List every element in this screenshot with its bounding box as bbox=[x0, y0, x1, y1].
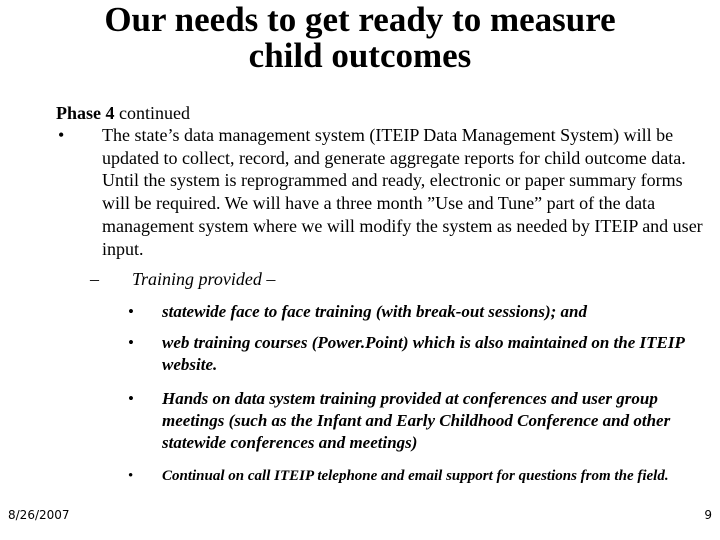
bullet-mark: • bbox=[58, 125, 65, 145]
slide-title bbox=[0, 2, 720, 74]
training-heading-text: Training provided – bbox=[132, 269, 276, 289]
sub-bullet-text: statewide face to face training (with break-out sessions); and bbox=[162, 302, 587, 321]
sub-bullet-text: Continual on call ITEIP telephone and email support for questions from the field. bbox=[162, 468, 669, 484]
slide-title-line1: Our needs to get ready to measure bbox=[104, 0, 616, 39]
phase-heading bbox=[56, 102, 190, 124]
phase-label: Phase 4 bbox=[56, 103, 115, 123]
slide-title-line2: child outcomes bbox=[248, 36, 472, 75]
bullet-mark: • bbox=[128, 302, 134, 321]
bullet-mark: • bbox=[128, 468, 134, 484]
dash-mark: – bbox=[90, 269, 99, 289]
footer-date: 8/26/2007 bbox=[8, 508, 70, 522]
bullet-mark: • bbox=[128, 333, 134, 352]
main-bullet-text: The state’s data management system (ITEIP Data Management System) will be updated to collect, record, and generate aggregate reports for child outcome data. Until the system is reprogrammed and ready, electronic or paper summary forms will be required. We will have a three month ”Use and Tune” part of the data management system where we will modify the system as needed by ITEIP and user input. bbox=[102, 125, 703, 259]
sub-bullet-text: Hands on data system training provided at conferences and user group meetings (such as the Infant and Early Childhood Conference and other statewide conferences and meetings) bbox=[162, 389, 671, 452]
phase-continued: continued bbox=[114, 103, 190, 123]
bullet-mark: • bbox=[128, 389, 134, 408]
sub-bullet-text: web training courses (Power.Point) which is also maintained on the ITEIP website. bbox=[162, 333, 685, 374]
page-number: 9 bbox=[704, 508, 712, 522]
